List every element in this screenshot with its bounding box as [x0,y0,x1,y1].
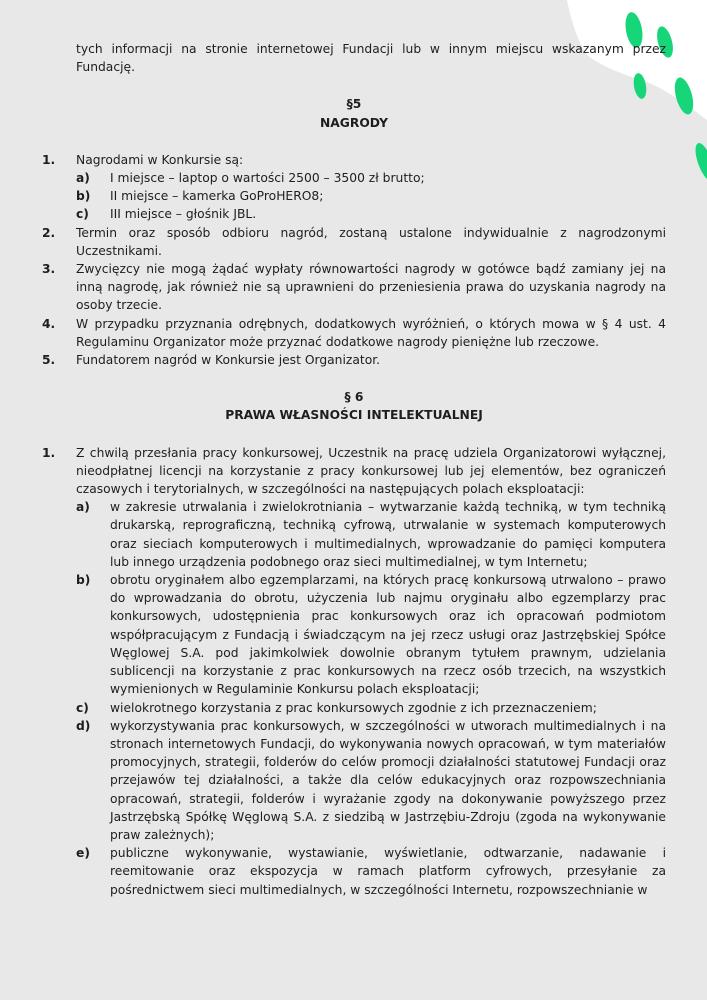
sub-list-item [76,187,666,205]
item-text: Fundatorem nagród w Konkursie jest Organizator. [76,353,381,368]
list-item [42,315,666,351]
section5-number: §5 [346,97,362,112]
section5-title: NAGRODY [319,115,389,130]
sub-item-text: w zakresie utrwalania i zwielokrotniania – wytwarzanie każdą techniką, w tym techniką drukarską, reprograficzną, techniką cyfrową, utrwalanie w systemach komputerowych oraz sieciach komputerowych i multimedialnych, wprowadzanie do pamięci komputera lub innego urządzenia podobnego oraz sieci multimedialnej, w tym Internetu; [110,500,666,569]
sub-item-letter: c) [76,700,89,715]
sub-item-letter: a) [76,500,90,515]
sub-item-text: III miejsce – głośnik JBL. [110,207,257,222]
item-number: 1. [42,152,56,167]
item-number: 3. [42,262,56,277]
sub-item-letter: d) [76,718,91,733]
sub-list-item [76,498,666,571]
section5-list [42,151,666,369]
item-text: Z chwilą przesłania pracy konkursowej, Uczestnik na pracę udziela Organizatorowi wyłącznej, nieodpłatnej licencji na korzystanie z pracy konkursowej lub jej elementów, bez ograniczeń czasowych i terytorialnych, w szczególności na następujących polach eksploatacji: [76,445,666,497]
section6-number: § 6 [344,390,364,405]
sub-item-text: wykorzystywania prac konkursowych, w szczególności w utworach multimedialnych i na stronach internetowych Fundacji, do wykonywania nowych opracowań, w tym materiałów promocyjnych, strategii, folderów do celów promocji działalności statutowej Fundacji oraz przejawów tej działalności, a także dla celów edukacyjnych oraz rozpowszechniania opracowań, strategii, folderów i wyrażanie zgody na dokonywanie powyższego przez Jastrzębską Spółkę Węglową S.A. z siedzibą w Jastrzębiu-Zdroju (zgoda na wykonywanie praw zależnych); [110,718,666,842]
exploitation-fields-sublist [76,498,666,898]
item-number: 5. [42,353,56,368]
sub-item-text: wielokrotnego korzystania z prac konkursowych zgodnie z ich przeznaczeniem; [110,700,597,715]
sub-list-item [76,699,666,717]
sub-item-letter: b) [76,189,91,204]
sub-item-letter: a) [76,171,90,186]
item-text: W przypadku przyznania odrębnych, dodatkowych wyróżnień, o których mowa w § 4 ust. 4 Regulaminu Organizator może przyznać dodatkowe nagrody pieniężne lub rzeczowe. [76,316,666,349]
prize-sublist [76,169,666,224]
list-item [42,444,666,899]
item-number: 2. [42,225,56,240]
document-page [42,40,666,899]
sub-list-item [76,169,666,187]
sub-item-letter: e) [76,846,90,861]
sub-item-text: II miejsce – kamerka GoProHERO8; [110,189,324,204]
list-item [42,260,666,315]
item-text: Zwycięzcy nie mogą żądać wypłaty równowartości nagrody w gotówce bądź zamiany jej na inną nagrodę, jak również nie są uprawnieni do przeniesienia prawa do uzyskania nagrody na osoby trzecie. [76,262,666,313]
item-number: 1. [42,445,56,460]
section6-title: PRAWA WŁASNOŚCI INTELEKTUALNEJ [225,408,483,423]
intro-paragraph: tych informacji na stronie internetowej Fundacji lub w innym miejscu wskazanym przez Fundację. [76,42,666,75]
sub-list-item [76,571,666,698]
sub-item-letter: b) [76,573,91,588]
sub-list-item [76,717,666,844]
list-item [42,224,666,260]
sub-item-text: I miejsce – laptop o wartości 2500 – 3500 zł brutto; [110,171,425,186]
sub-list-item [76,844,666,899]
sub-item-text: obrotu oryginałem albo egzemplarzami, na których pracę konkursową utrwalono – prawo do wprowadzania do obrotu, użyczenia lub najmu oryginału albo egzemplarzy prac konkursowych, udostępnienia prac konkursowych oraz ich opracowań podmiotom współpracującym z Fundacją i świadczącym na jej rzecz usługi oraz Jastrzębskiej Spółce Węglowej S.A. pod jakimkolwiek dowolnie obranym tytułem prawnym, udzielania sublicencji na korzystanie z prac konkursowych na rzecz osób trzecich, na wszystkich wymienionych w Regulaminie Konkursu polach eksploatacji; [110,573,666,697]
list-item [42,351,666,369]
item-text: Termin oraz sposób odbioru nagród, zostaną ustalone indywidualnie z nagrodzonymi Uczestnikami. [76,225,666,258]
sub-item-letter: c) [76,207,89,222]
sub-item-text: publiczne wykonywanie, wystawianie, wyświetlanie, odtwarzanie, nadawanie i reemitowanie oraz ekspozycja w ramach platform cyfrowych, przesyłanie za pośrednictwem sieci multimedialnych, w szczególności Internetu, rozpowszechnianie w [110,846,666,897]
item-number: 4. [42,316,56,331]
sub-list-item [76,205,666,223]
section6-list [42,444,666,899]
item-text: Nagrodami w Konkursie są: [76,152,244,167]
list-item [42,151,666,224]
